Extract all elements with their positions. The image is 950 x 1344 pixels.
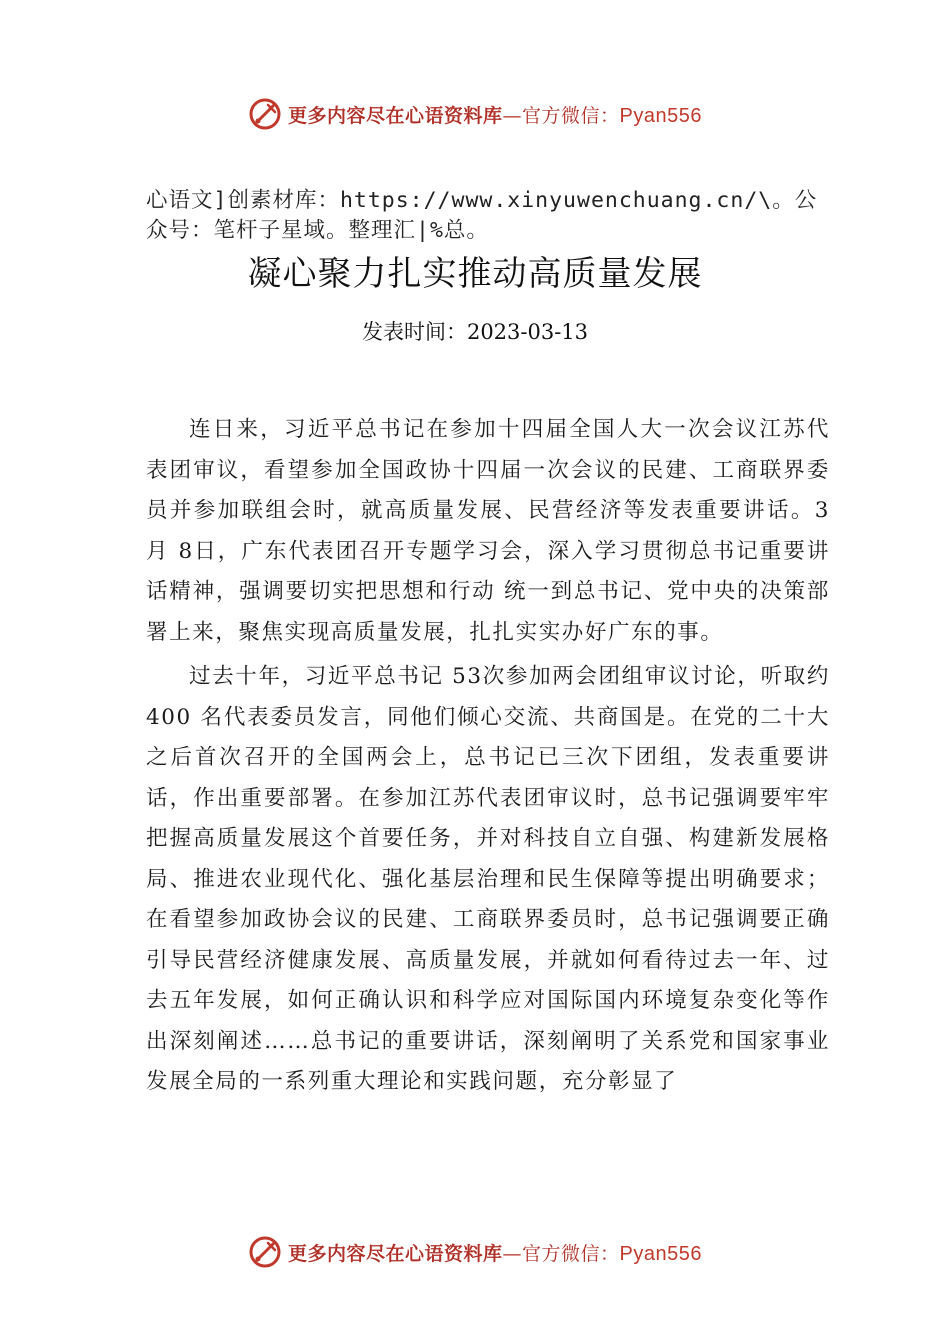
banner-cn-text: 更多内容尽在心语资料库 bbox=[288, 104, 503, 127]
brush-logo-icon bbox=[248, 1235, 282, 1269]
banner-wechat-label: 官方微信： bbox=[522, 1242, 620, 1265]
paragraph: 过去十年，习近平总书记 53次参加两会团组审议讨论，听取约 400 名代表委员发言，同他们倾心交流、共商国是。在党的二十大之后首次召开的全国两会上，总书记已三次下团组，发表重要讲话，作出重要部署。在参加江苏代表团审议时，总书记强调要牢牢把握高质量发展这个首要任务，并对科技自立自强、构建新发展格局、推进农业现代化、强化基层治理和民生保障等提出明确要求；在看望参加政协会议的民建、工商联界委员时，总书记强调要正确引导民营经济健康发展、高质量发展，并就如何看待过去一年、过去五年发展，如何正确认识和科学应对国际国内环境复杂变化等作出深刻阐述……总书记的重要讲话，深刻阐明了关系党和国家事业发展全局的一系列重大理论和实践问题，充分彰显了 bbox=[146, 664, 830, 1094]
banner-wechat-id: Pyan556 bbox=[619, 104, 702, 127]
banner-dash: — bbox=[502, 1242, 523, 1265]
source-line: 心语文]创素材库：https://www.xinyuwenchuang.cn/\。公众号：笔杆子星域。整理汇|%总。 bbox=[146, 188, 818, 243]
publish-date: 发表时间：2023-03-13 bbox=[361, 320, 589, 344]
page-title: 凝心聚力扎实推动高质量发展 bbox=[247, 254, 703, 294]
banner-text bbox=[288, 1239, 702, 1266]
banner-text bbox=[288, 101, 702, 128]
banner-wechat-id: Pyan556 bbox=[619, 1242, 702, 1265]
banner-cn-text: 更多内容尽在心语资料库 bbox=[288, 1242, 503, 1265]
brush-logo-icon bbox=[248, 97, 282, 131]
footer-banner bbox=[0, 1232, 950, 1272]
banner-wechat-label: 官方微信： bbox=[522, 104, 620, 127]
header-banner bbox=[0, 94, 950, 134]
article-body bbox=[146, 410, 830, 1103]
banner-dash: — bbox=[502, 104, 523, 127]
paragraph: 连日来，习近平总书记在参加十四届全国人大一次会议江苏代表团审议，看望参加全国政协十四届一次会议的民建、工商联界委员并参加联组会时，就高质量发展、民营经济等发表重要讲话。3月 8日，广东代表团召开专题学习会，深入学习贯彻总书记重要讲话精神，强调要切实把思想和行动 统一到总书记、党中央的决策部署上来，聚焦实现高质量发展，扎扎实实办好广东的事。 bbox=[146, 417, 830, 645]
